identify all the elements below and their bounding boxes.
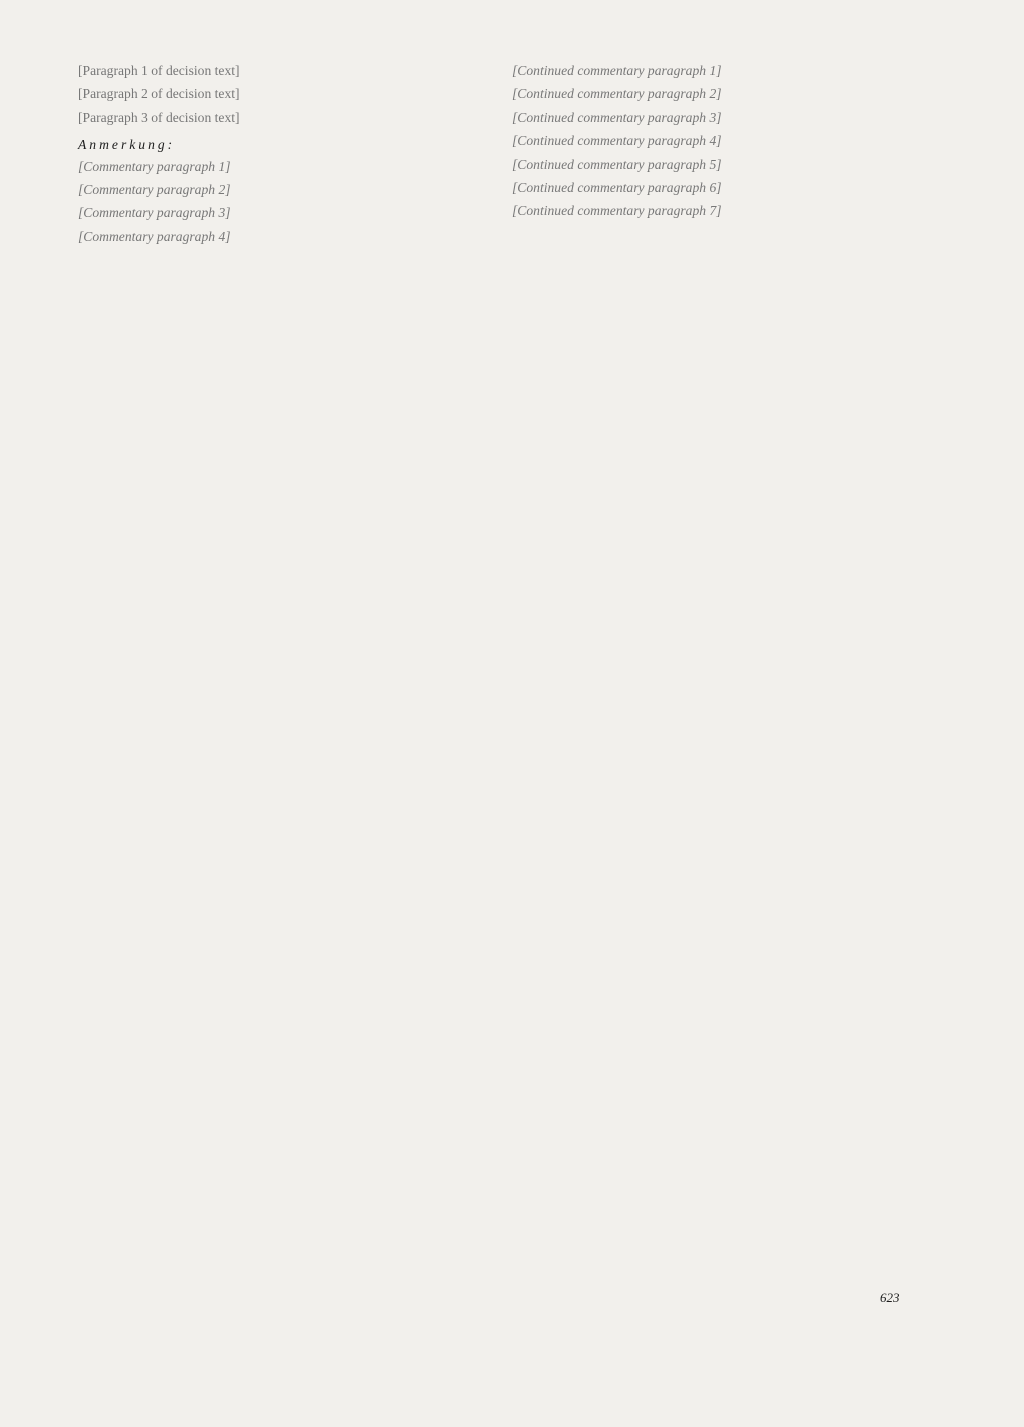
annotation-paragraph: [Commentary paragraph 2] [78, 182, 231, 198]
decision-text [78, 62, 486, 126]
decision-paragraph: [Paragraph 1 of decision text] [78, 63, 240, 78]
annotation-paragraph: [Commentary paragraph 4] [78, 228, 231, 244]
left-column [78, 62, 486, 251]
commentary-paragraph: [Continued commentary paragraph 6] [512, 180, 722, 196]
commentary-paragraph: [Continued commentary paragraph 2] [512, 86, 722, 102]
annotation-text [78, 158, 486, 246]
page-number: 623 [880, 1290, 900, 1305]
decision-paragraph: [Paragraph 3 of decision text] [78, 109, 240, 125]
commentary-paragraph: [Continued commentary paragraph 3] [512, 109, 722, 125]
annotation-paragraph: [Commentary paragraph 1] [78, 158, 231, 174]
commentary-paragraph: [Continued commentary paragraph 1] [512, 63, 722, 78]
commentary-paragraph: [Continued commentary paragraph 5] [512, 156, 722, 172]
decision-paragraph: [Paragraph 2 of decision text] [78, 86, 240, 102]
annotation-heading: Anmerkung: [78, 137, 176, 153]
right-column [512, 62, 920, 226]
annotation-paragraph: [Commentary paragraph 3] [78, 205, 231, 221]
commentary-paragraph: [Continued commentary paragraph 7] [512, 203, 722, 219]
commentary-paragraph: [Continued commentary paragraph 4] [512, 133, 722, 149]
